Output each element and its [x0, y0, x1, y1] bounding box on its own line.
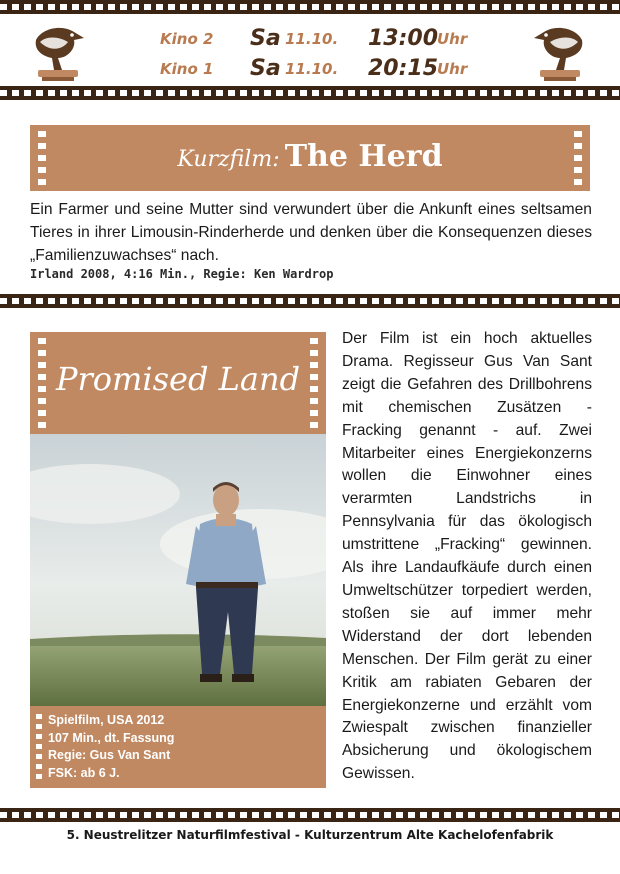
schedule-row	[0, 26, 620, 56]
uhr-label: Uhr	[437, 30, 468, 48]
schedule-row	[0, 56, 620, 86]
shortfilm-description: Ein Farmer und seine Mutter sind verwundert über die Ankunft eines seltsamen Tieres in ihrer Limousin-Rinderherde und denken über die Konsequenzen dieses „Familienzuwachses“ nach.	[30, 201, 592, 264]
date-label: 11.10.	[285, 60, 339, 78]
time-label: 20:15	[368, 56, 439, 81]
film-still-image	[30, 434, 326, 706]
uhr-label: Uhr	[437, 60, 468, 78]
shortfilm-title-box	[30, 125, 590, 191]
feature-title: Promised Land	[55, 360, 301, 398]
day-label: Sa	[250, 56, 281, 81]
feature-meta-line: 107 Min., dt. Fassung	[48, 730, 175, 745]
film-strip-top	[0, 0, 620, 14]
time-label: 13:00	[368, 26, 439, 51]
footer-text: 5. Neustrelitzer Naturfilmfestival - Kulturzentrum Alte Kachelofenfabrik	[66, 828, 554, 842]
film-strip-divider	[0, 294, 620, 308]
day-label: Sa	[250, 26, 281, 51]
date-label: 11.10.	[285, 30, 339, 48]
feature-meta-line: Regie: Gus Van Sant	[48, 748, 171, 762]
feature-meta-box	[30, 706, 326, 788]
feature-description: Der Film ist ein hoch aktuelles Drama. Regisseur Gus Van Sant zeigt die Gefahren des Drillbohrens mit chemischen Zusätzen - Fracking genannt - auf. Zwei Mitarbeiter eines Energiekonzerns wollen die Einwohner eines verarmten Landstrichs in Pennsylvania für das ökologisch umstrittene „Fracking“ gewinnen. Als ihre Landaufkäufe durch einen Umweltschützer torpediert werden, stoßen sie auf immer mehr Widerstand der dort lebenden Menschen. Der Film gerät zu einer Kritik am rabiaten Gebaren der Energiekonzerne und erzählt vom Zwiespalt zwischen finanzieller Absicherung und ökologischem Gewissen.	[342, 330, 592, 783]
shortfilm-meta: Irland 2008, 4:16 Min., Regie: Ken Wardrop	[30, 267, 334, 281]
shortfilm-title: Kurzfilm: The Herd	[177, 139, 443, 174]
film-strip-bottom	[0, 808, 620, 822]
film-strip-divider	[0, 86, 620, 100]
cinema-label: Kino 2	[160, 30, 214, 48]
feature-meta-line: Spielfilm, USA 2012	[48, 713, 165, 727]
cinema-label: Kino 1	[160, 60, 214, 78]
feature-meta-line: FSK: ab 6 J.	[48, 765, 120, 780]
feature-title-box	[30, 332, 326, 434]
